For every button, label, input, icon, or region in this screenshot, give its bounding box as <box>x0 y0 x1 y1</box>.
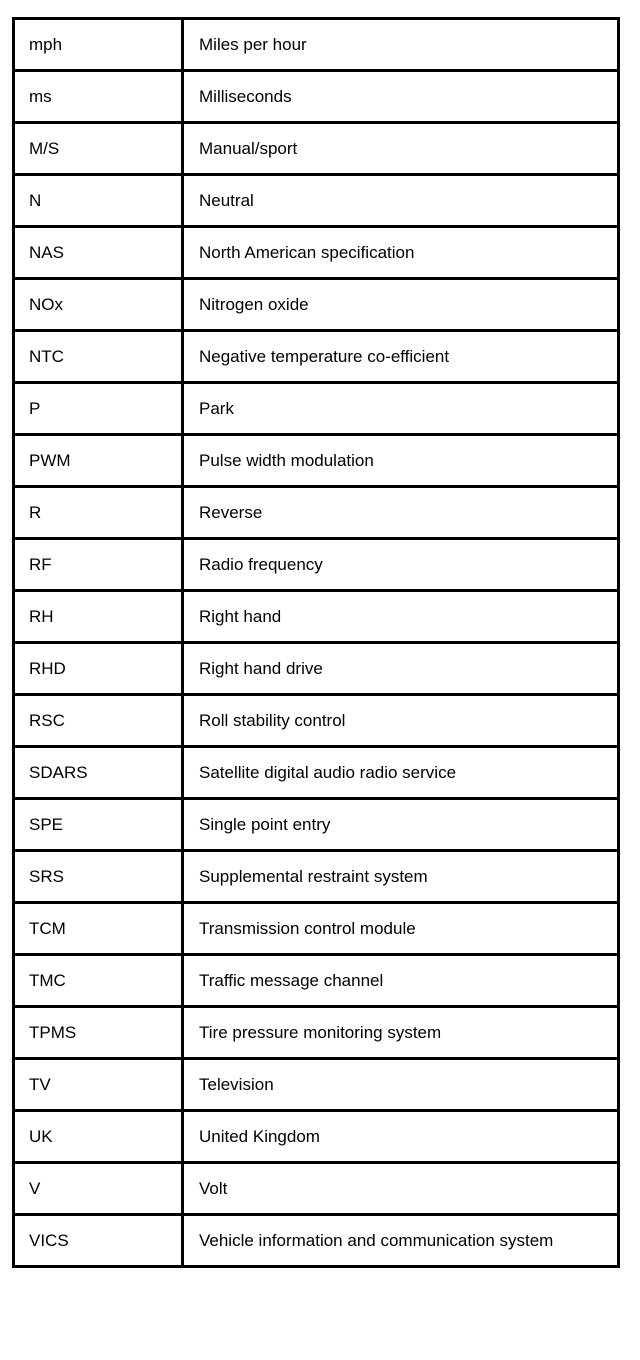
table-row <box>14 123 619 175</box>
table-row <box>14 435 619 487</box>
table-row <box>14 175 619 227</box>
table-row <box>14 71 619 123</box>
meaning-cell: North American specification <box>183 227 619 279</box>
abbreviation-cell: VICS <box>14 1215 183 1267</box>
meaning-cell: United Kingdom <box>183 1111 619 1163</box>
meaning-cell: Manual/sport <box>183 123 619 175</box>
abbreviation-cell: RHD <box>14 643 183 695</box>
abbreviation-cell: RF <box>14 539 183 591</box>
table-row <box>14 695 619 747</box>
meaning-cell: Reverse <box>183 487 619 539</box>
table-row <box>14 799 619 851</box>
meaning-cell: Park <box>183 383 619 435</box>
abbreviation-cell: RSC <box>14 695 183 747</box>
table-row <box>14 1007 619 1059</box>
abbreviation-cell: N <box>14 175 183 227</box>
table-row <box>14 539 619 591</box>
table-row <box>14 1215 619 1267</box>
meaning-cell: Television <box>183 1059 619 1111</box>
abbreviation-cell: M/S <box>14 123 183 175</box>
abbreviation-cell: V <box>14 1163 183 1215</box>
meaning-cell: Pulse width modulation <box>183 435 619 487</box>
table-row <box>14 1111 619 1163</box>
meaning-cell: Radio frequency <box>183 539 619 591</box>
abbreviation-cell: mph <box>14 19 183 71</box>
meaning-cell: Miles per hour <box>183 19 619 71</box>
abbreviation-cell: TPMS <box>14 1007 183 1059</box>
abbreviation-cell: RH <box>14 591 183 643</box>
table-row <box>14 227 619 279</box>
table-row <box>14 851 619 903</box>
table-row <box>14 643 619 695</box>
meaning-cell: Nitrogen oxide <box>183 279 619 331</box>
abbreviation-cell: ms <box>14 71 183 123</box>
abbreviation-cell: UK <box>14 1111 183 1163</box>
meaning-cell: Supplemental restraint system <box>183 851 619 903</box>
meaning-cell: Tire pressure monitoring system <box>183 1007 619 1059</box>
abbreviation-cell: NAS <box>14 227 183 279</box>
table-row <box>14 279 619 331</box>
abbreviation-cell: SDARS <box>14 747 183 799</box>
table-row <box>14 19 619 71</box>
abbreviation-cell: NTC <box>14 331 183 383</box>
table-row <box>14 1059 619 1111</box>
table-row <box>14 747 619 799</box>
abbreviation-cell: NOx <box>14 279 183 331</box>
meaning-cell: Neutral <box>183 175 619 227</box>
table-row <box>14 955 619 1007</box>
table-row <box>14 591 619 643</box>
meaning-cell: Single point entry <box>183 799 619 851</box>
abbreviation-cell: PWM <box>14 435 183 487</box>
abbreviation-cell: P <box>14 383 183 435</box>
meaning-cell: Roll stability control <box>183 695 619 747</box>
table-row <box>14 487 619 539</box>
meaning-cell: Transmission control module <box>183 903 619 955</box>
abbreviation-cell: R <box>14 487 183 539</box>
meaning-cell: Milliseconds <box>183 71 619 123</box>
abbreviation-cell: SPE <box>14 799 183 851</box>
abbreviations-table-body <box>14 19 619 1267</box>
abbreviation-cell: TMC <box>14 955 183 1007</box>
table-row <box>14 331 619 383</box>
abbreviation-cell: TCM <box>14 903 183 955</box>
abbreviation-cell: TV <box>14 1059 183 1111</box>
meaning-cell: Volt <box>183 1163 619 1215</box>
table-row <box>14 383 619 435</box>
meaning-cell: Negative temperature co-efficient <box>183 331 619 383</box>
table-row <box>14 1163 619 1215</box>
meaning-cell: Right hand <box>183 591 619 643</box>
table-row <box>14 903 619 955</box>
abbreviation-cell: SRS <box>14 851 183 903</box>
meaning-cell: Right hand drive <box>183 643 619 695</box>
meaning-cell: Satellite digital audio radio service <box>183 747 619 799</box>
meaning-cell: Vehicle information and communication system <box>183 1215 619 1267</box>
abbreviations-table <box>12 17 620 1268</box>
meaning-cell: Traffic message channel <box>183 955 619 1007</box>
